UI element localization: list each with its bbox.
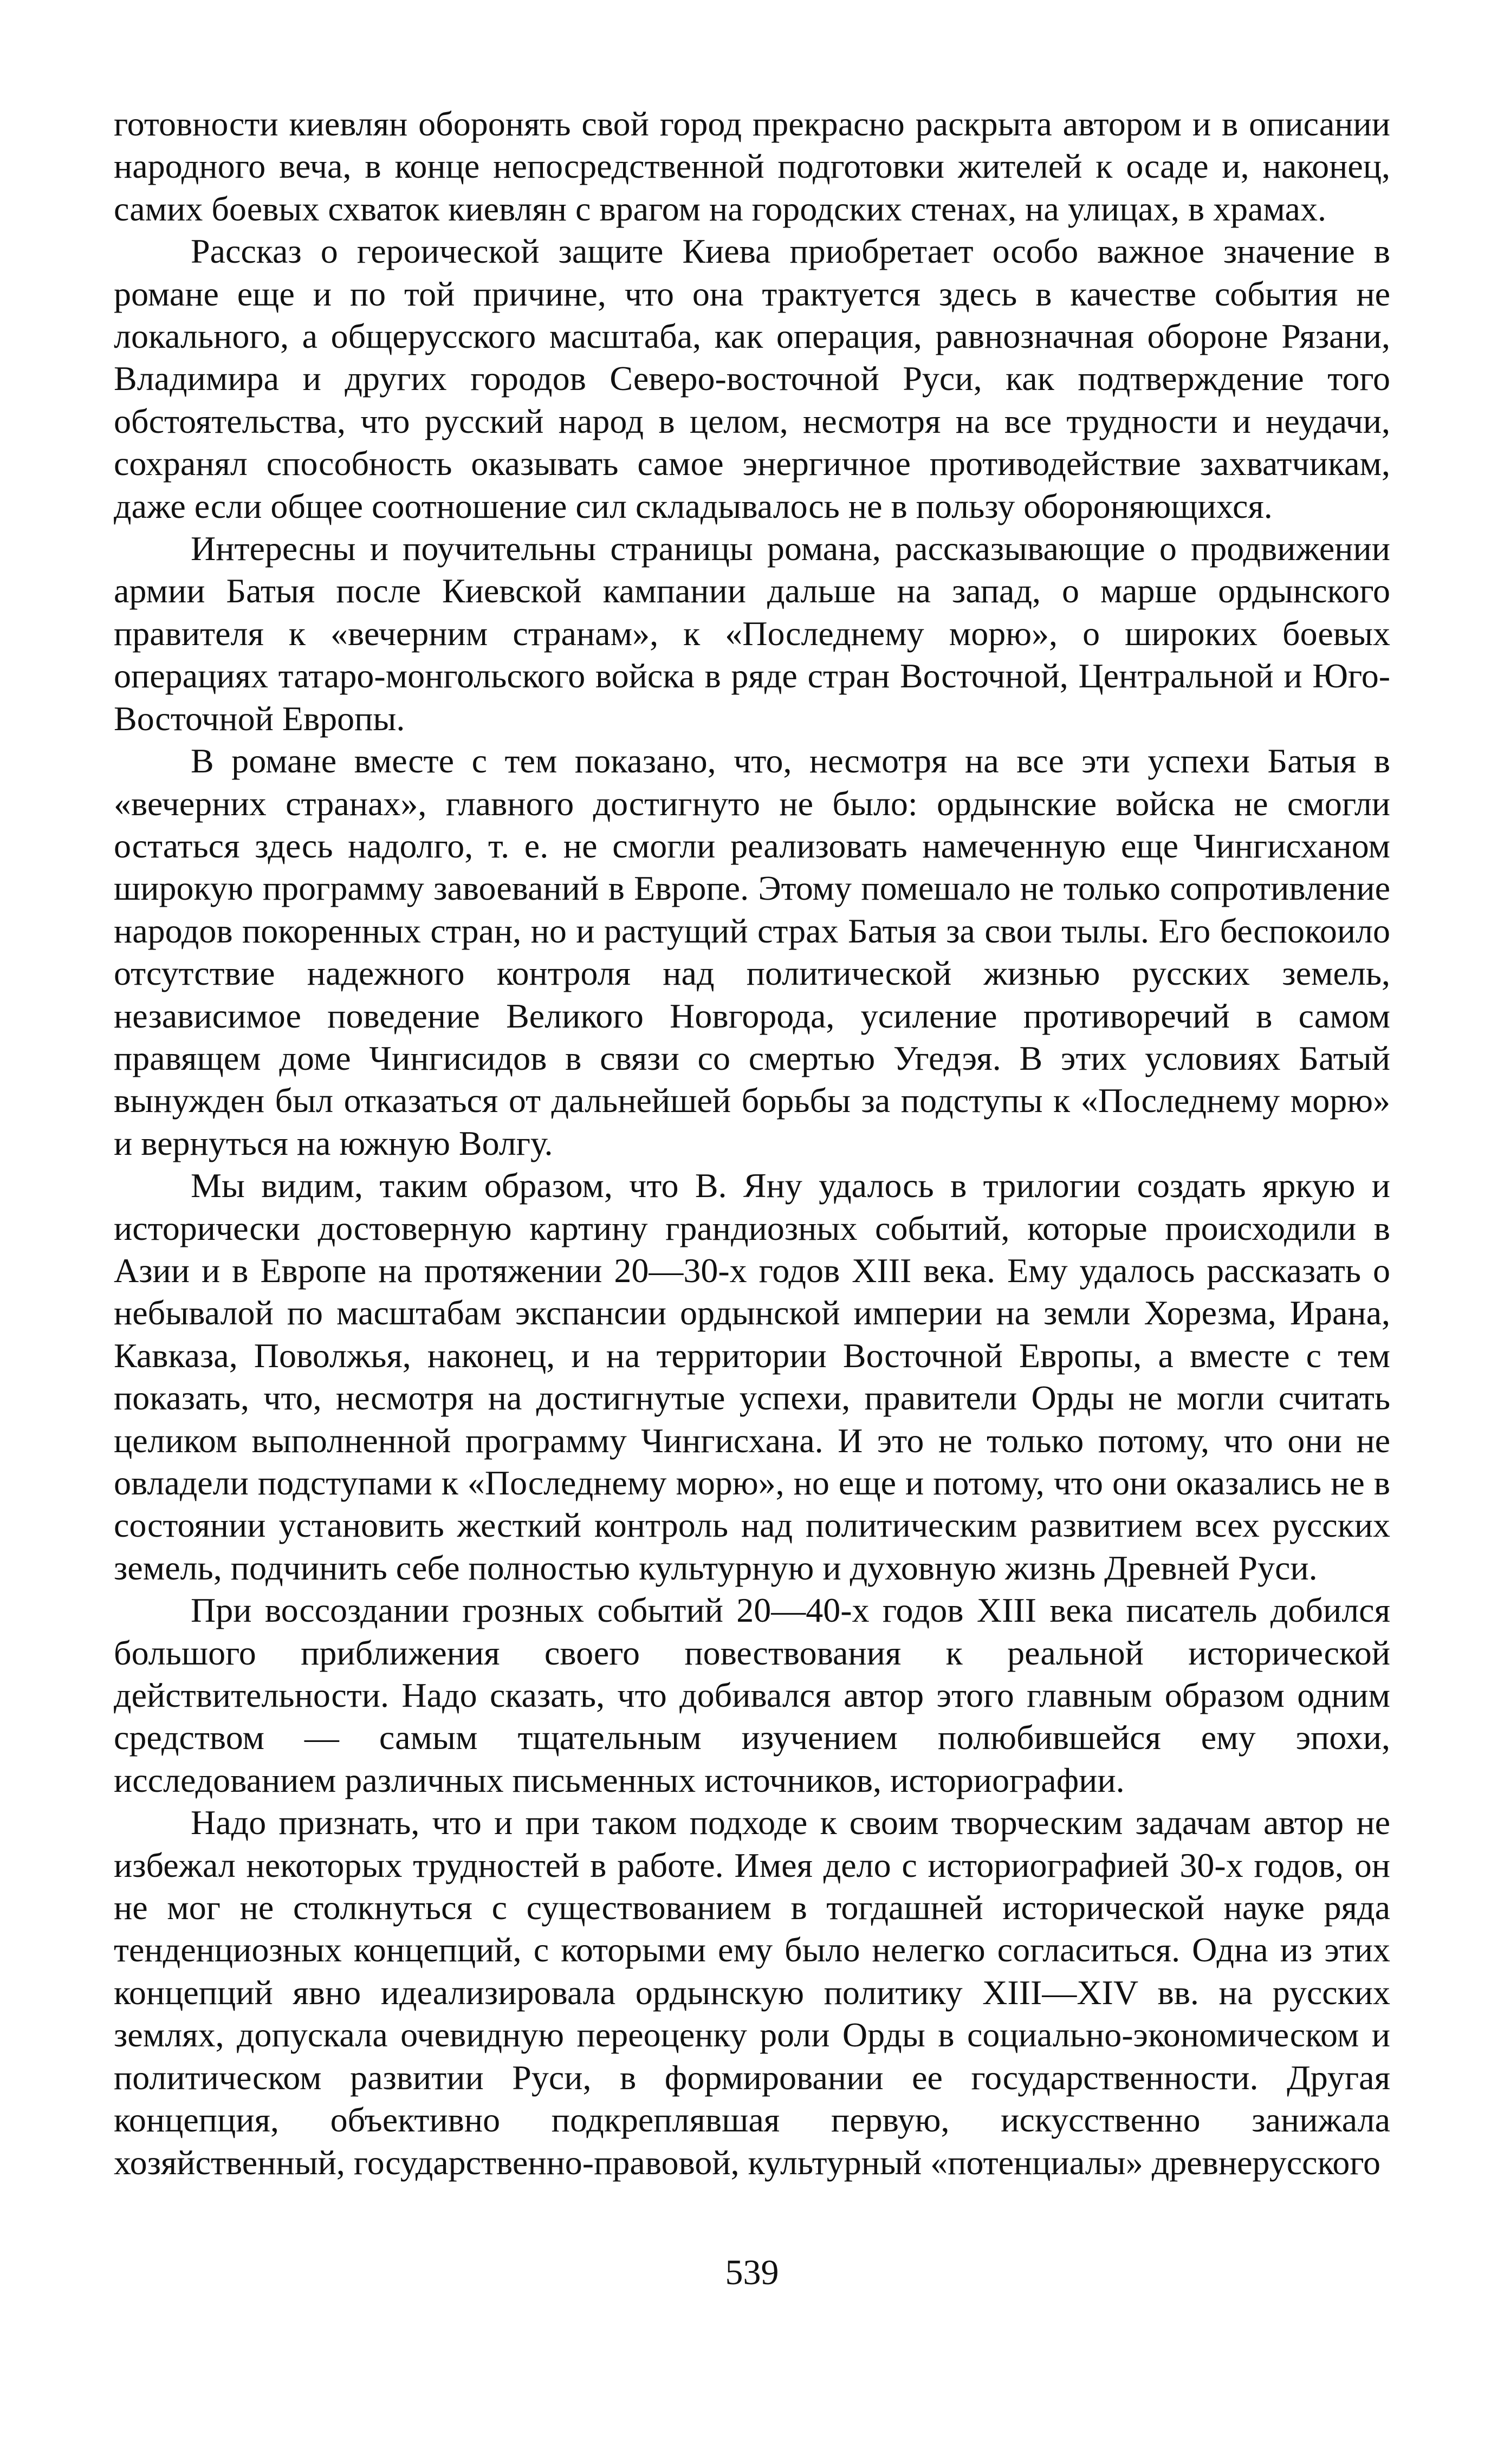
paragraph-5: Мы видим, таким образом, что В. Яну удалось в трилогии создать яркую и исторически достоверную картину грандиозных событий, которые происходили в Азии и в Европе на протяжении 20—30-х годов XIII века. Ему удалось рассказать о небывалой по масштабам экспансии ордынской империи на земли Хорезма, Ирана, Кавказа, Поволжья, наконец, и на территории Восточной Европы, а вместе с тем показать, что, несмотря на достигнутые успехи, правители Орды не могли считать целиком выполненной программу Чингисхана. И это не только потому, что они не овладели подступами к «Последнему морю», но еще и потому, что они оказались не в состоянии установить жесткий контроль над политическим развитием всех русских земель, подчинить себе полностью культурную и духовную жизнь Древней Руси. [114,1166,1390,1587]
paragraph-2: Рассказ о героической защите Киева приобретает особо важное значение в романе еще и по той причине, что она трактуется здесь в качестве события не локального, а общерусского масштаба, как операция, равнозначная обороне Рязани, Владимира и других городов Северо-восточной Руси, как подтверждение того обстоятельства, что русский народ в целом, несмотря на все трудности и неудачи, сохранял способность оказывать самое энергичное противодействие захватчикам, даже если общее соотношение сил складывалось не в пользу обороняющихся. [114,232,1390,525]
paragraph-7: Надо признать, что и при таком подходе к своим творческим задачам автор не избежал некоторых трудностей в работе. Имея дело с историографией 30-х годов, он не мог не столкнуться с существованием в тогдашней исторической науке ряда тенденциозных концепций, с которыми ему было нелегко согласиться. Одна из этих концепций явно идеализировала ордынскую политику XIII—XIV вв. на русских землях, допускала очевидную переоценку роли Орды в социально-экономическом и политическом развитии Руси, в формировании ее государственности. Другая концепция, объективно подкреплявшая первую, искусственно занижала хозяйственный, государственно-правовой, культурный «потенциалы» древнерусского [114,1803,1390,2182]
paragraph-3: Интересны и поучительны страницы романа, рассказывающие о продвижении армии Батыя после Киевской кампании дальше на запад, о марше ордынского правителя к «вечерним странам», к «Последнему морю», о широких боевых операциях татаро-монгольского войска в ряде стран Восточной, Центральной и Юго-Восточной Европы. [114,529,1390,738]
page-number: 539 [725,2253,779,2292]
paragraph-4: В романе вместе с тем показано, что, несмотря на все эти успехи Батыя в «вечерних странах», главного достигнуто не было: ордынские войска не смогли остаться здесь надолго, т. е. не смогли реализовать намеченную еще Чингисханом широкую программу завоеваний в Европе. Этому помешало не только сопротивление народов покоренных стран, но и растущий страх Батыя за свои тылы. Его беспокоило отсутствие надежного контроля над политической жизнью русских земель, независимое поведение Великого Новгорода, усиление противоречий в самом правящем доме Чингисидов в связи со смертью Угедэя. В этих условиях Батый вынужден был отказаться от дальнейшей борьбы за подступы к «Последнему морю» и вернуться на южную Волгу. [114,742,1390,1162]
paragraph-6: При воссоздании грозных событий 20—40-х годов XIII века писатель добился большого приближения своего повествования к реальной исторической действительности. Надо сказать, что добивался автор этого главным образом одним средством — самым тщательным изучением полюбившейся ему эпохи, исследованием различных письменных источников, историографии. [114,1591,1390,1799]
page-body [114,103,1390,2184]
paragraph-1: готовности киевлян оборонять свой город прекрасно раскрыта автором и в описании народного веча, в конце непосредственной подготовки жителей к осаде и, наконец, самих боевых схваток киевлян с врагом на городских стенах, на улицах, в храмах. [114,105,1390,228]
